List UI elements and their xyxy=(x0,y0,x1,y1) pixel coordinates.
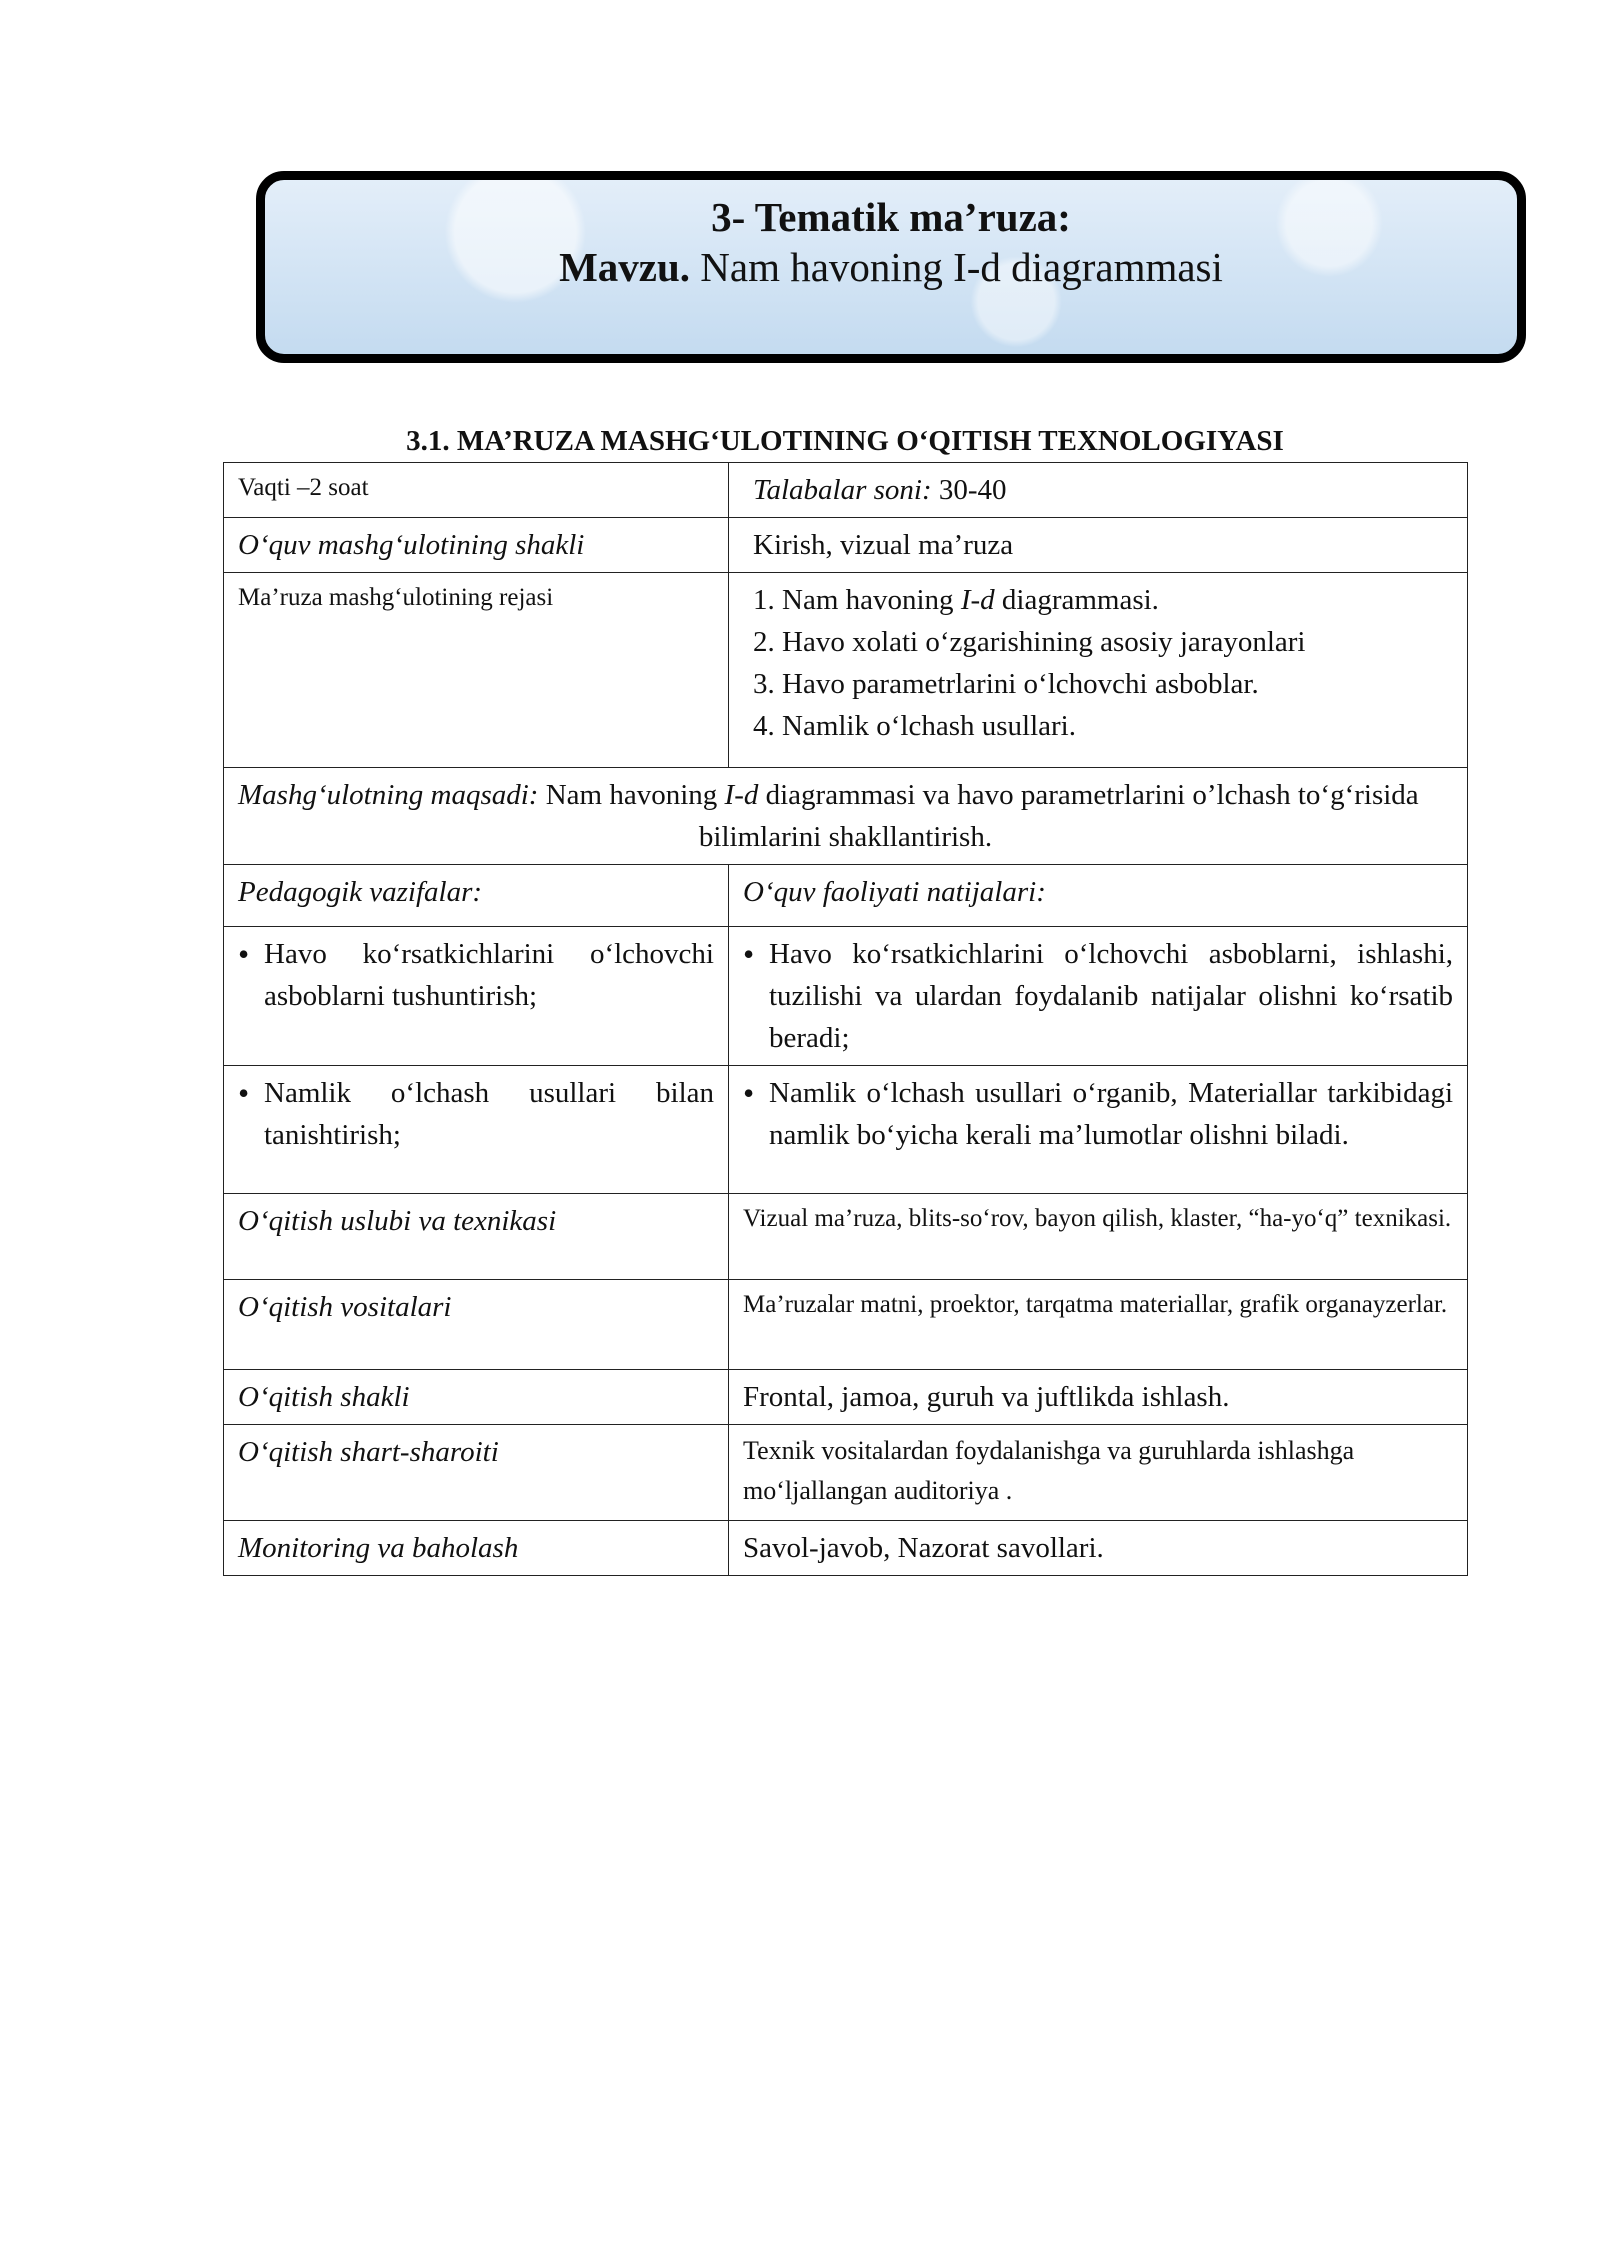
list-item: 3. Havo parametrlarini o‘lchovchi asboblar. xyxy=(753,668,1259,700)
plan-items-cell xyxy=(729,573,1468,768)
monitoring-value-cell: Savol-javob, Nazorat savollari. xyxy=(729,1521,1468,1576)
list-item: • Namlik o‘lchash usullari o‘rganib, Materiallar tarkibidagi namlik bo‘yicha kerali ma’lumotlar olishni biladi. xyxy=(769,1072,1453,1156)
table-row xyxy=(224,768,1468,865)
list-item: • Havo ko‘rsatkichlarini o‘lchovchi asboblarni, ishlashi, tuzilishi va ulardan foydalanib natijalar olishni ko‘rsatib beradi; xyxy=(769,933,1453,1059)
tools-label-cell: O‘qitish vositalari xyxy=(224,1280,729,1370)
lecture-number: 3- Tematik ma’ruza: xyxy=(711,194,1071,240)
result-cell xyxy=(729,1066,1468,1194)
task-cell xyxy=(224,927,729,1066)
lesson-technology-table xyxy=(223,462,1468,1576)
students-label: Talabalar soni: xyxy=(753,474,932,506)
lecture-topic xyxy=(265,242,1517,292)
list-item: 2. Havo xolati o‘zgarishining asosiy jarayonlari xyxy=(753,626,1306,658)
form-value-cell: Kirish, vizual ma’ruza xyxy=(729,518,1468,573)
table-row xyxy=(224,1521,1468,1576)
table-row xyxy=(224,463,1468,518)
monitoring-label-cell: Monitoring va baholash xyxy=(224,1521,729,1576)
table-row xyxy=(224,865,1468,927)
table-row xyxy=(224,927,1468,1066)
plan-label-cell: Ma’ruza mashg‘ulotining rejasi xyxy=(224,573,729,768)
table-row xyxy=(224,518,1468,573)
ped-tasks-header: Pedagogik vazifalar: xyxy=(224,865,729,927)
topic-label: Mavzu. xyxy=(559,244,691,290)
goal-label: Mashg‘ulotning maqsadi: xyxy=(238,779,539,811)
plan-list xyxy=(753,579,1453,747)
result-cell xyxy=(729,927,1468,1066)
topic-text: Nam havoning I-d diagrammasi xyxy=(690,244,1223,290)
goal-cell: Mashg‘ulotning maqsadi: Nam havoning I-d diagrammasi va havo parametrlarini o’lchash to‘g‘risida bilimlarini shakllantirish. xyxy=(224,768,1468,865)
title-banner xyxy=(256,171,1526,363)
list-item: 4. Namlik o‘lchash usullari. xyxy=(753,710,1076,742)
table-row xyxy=(224,1370,1468,1425)
table-row xyxy=(224,1194,1468,1280)
form-label-cell: O‘quv mashg‘ulotining shakli xyxy=(224,518,729,573)
methods-label-cell: O‘qitish uslubi va texnikasi xyxy=(224,1194,729,1280)
methods-value-cell: Vizual ma’ruza, blits-so‘rov, bayon qilish, klaster, “ha-yo‘q” texnikasi. xyxy=(729,1194,1468,1280)
table-row xyxy=(224,1425,1468,1521)
conditions-label-cell: O‘qitish shart-sharoiti xyxy=(224,1425,729,1521)
shape-value-cell: Frontal, jamoa, guruh va juftlikda ishlash. xyxy=(729,1370,1468,1425)
students-cell xyxy=(729,463,1468,518)
list-item: • Namlik o‘lchash usullari bilan tanishtirish; xyxy=(264,1072,714,1156)
table-row xyxy=(224,1066,1468,1194)
time-cell: Vaqti –2 soat xyxy=(224,463,729,518)
shape-label-cell: O‘qitish shakli xyxy=(224,1370,729,1425)
task-cell xyxy=(224,1066,729,1194)
tools-value-cell: Ma’ruzalar matni, proektor, tarqatma materiallar, grafik organayzerlar. xyxy=(729,1280,1468,1370)
table-row xyxy=(224,1280,1468,1370)
table-row xyxy=(224,573,1468,768)
section-heading: 3.1. MA’RUZA MASHG‘ULOTINING O‘QITISH TEXNOLOGIYASI xyxy=(406,425,1284,457)
conditions-value-cell: Texnik vositalardan foydalanishga va guruhlarda ishlashga mo‘ljallangan auditoriya . xyxy=(729,1425,1468,1521)
list-item: • Havo ko‘rsatkichlarini o‘lchovchi asboblarni tushuntirish; xyxy=(264,933,714,1017)
list-item: 1. Nam havoning I-d diagrammasi. xyxy=(753,584,1159,616)
students-value: 30-40 xyxy=(931,474,1007,506)
results-header: O‘quv faoliyati natijalari: xyxy=(729,865,1468,927)
